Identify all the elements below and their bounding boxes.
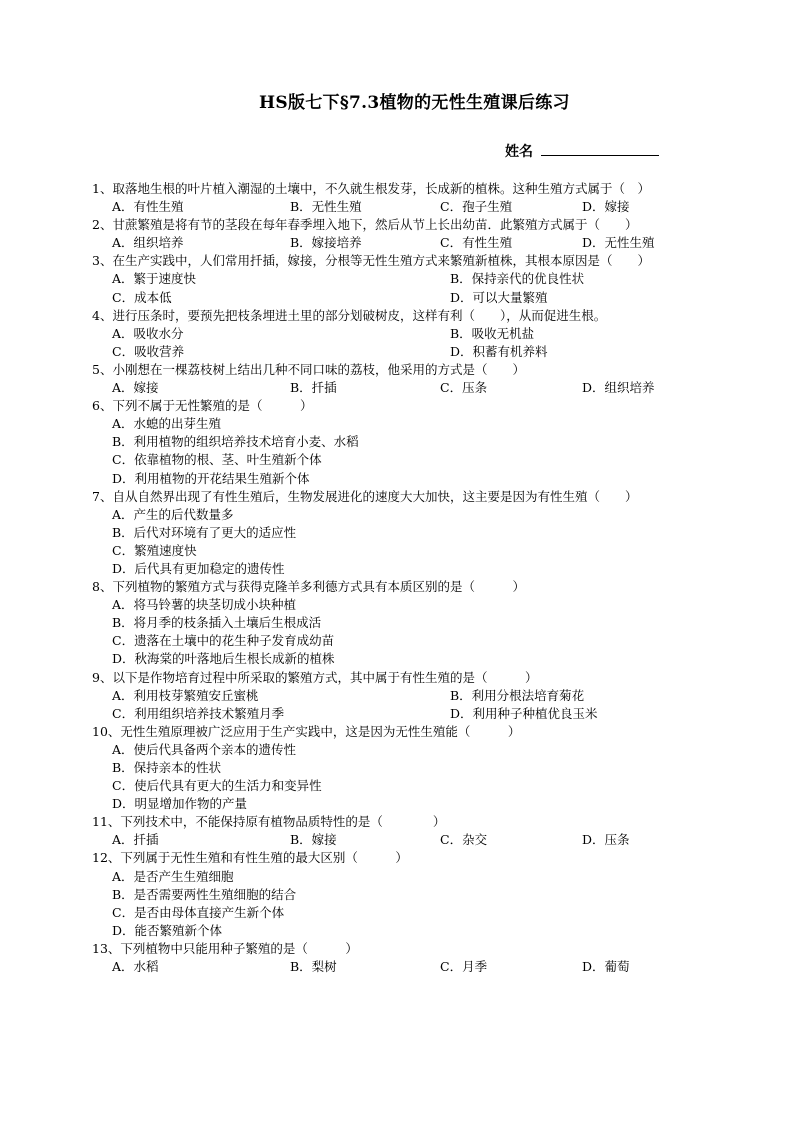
- answer-option: D．压条: [582, 832, 630, 848]
- question-stem: 7、自从自然界出现了有性生殖后，生物发展进化的速度大大加快，这主要是因为有性生殖（ ）: [92, 488, 638, 504]
- answer-option: B．无性生殖: [290, 199, 362, 215]
- answer-option: D．葡萄: [582, 959, 630, 975]
- option-row: [92, 705, 702, 723]
- answer-option: D．积蓄有机养料: [450, 343, 548, 359]
- question-stem: 1、取落地生根的叶片植入潮湿的土壤中，不久就生根发芽，长成新的植株。这种生殖方式属于（ ）: [92, 181, 650, 196]
- question-stem: 6、下列不属于无性繁殖的是（ ）: [92, 398, 313, 414]
- question-stem: 13、下列植物中只能用种子繁殖的是（ ）: [92, 940, 358, 956]
- answer-option: C．孢子生殖: [440, 199, 513, 215]
- answer-option: D．无性生殖: [582, 235, 655, 251]
- answer-option: A．使后代具备两个亲本的遗传性: [112, 741, 297, 757]
- question-stem: 9、以下是作物培育过程中所采取的繁殖方式，其中属于有性生殖的是（ ）: [92, 669, 538, 685]
- answer-option: A．吸收水分: [112, 325, 184, 341]
- answer-option: B．利用分根法培育菊花: [450, 687, 585, 703]
- answer-option: A．是否产生生殖细胞: [112, 868, 234, 884]
- answer-option: D．嫁接: [582, 199, 630, 215]
- question-item: [92, 813, 702, 849]
- name-blank-line: [541, 141, 659, 156]
- answer-option: A．组织培养: [112, 235, 184, 251]
- question-item: [92, 307, 702, 361]
- answer-option: D．秋海棠的叶落地后生根长成新的植株: [112, 651, 335, 667]
- answer-option: D．可以大量繁殖: [450, 289, 548, 305]
- option-row: [92, 198, 702, 216]
- question-stem: 4、进行压条时，要预先把枝条埋进土里的部分划破树皮，这样有利（ ），从而促进生根。: [92, 307, 607, 323]
- answer-option: B．保持亲代的优良性状: [450, 271, 585, 287]
- option-row: [92, 831, 702, 849]
- question-item: [92, 940, 702, 976]
- answer-option: A．繁于速度快: [112, 271, 197, 287]
- answer-option: A．利用枝芽繁殖安丘蜜桃: [112, 687, 259, 703]
- question-item: [92, 578, 702, 668]
- option-row: [92, 270, 702, 288]
- question-item: [92, 488, 702, 578]
- answer-option: D．能否繁殖新个体: [112, 922, 223, 938]
- question-stem: 10、无性生殖原理被广泛应用于生产实践中，这是因为无性生殖能（ ）: [92, 723, 521, 739]
- answer-option: B．利用植物的组织培养技术培育小麦、水稻: [112, 434, 359, 450]
- question-stem: 2、甘蔗繁殖是将有节的茎段在每年春季埋入地下，然后从节上长出幼苗．此繁殖方式属于（ ）: [92, 217, 638, 233]
- answer-option: A．产生的后代数量多: [112, 506, 234, 522]
- question-stem: 12、下列属于无性生殖和有性生殖的最大区别（ ）: [92, 850, 408, 866]
- option-row: [92, 325, 702, 343]
- answer-option: B．嫁接: [290, 832, 337, 848]
- answer-option: C．杂交: [440, 832, 488, 848]
- answer-option: A．将马铃薯的块茎切成小块种植: [112, 597, 297, 613]
- page-title: HS版七下§7.3植物的无性生殖课后练习: [259, 93, 570, 113]
- question-stem: 8、下列植物的繁殖方式与获得克隆羊多利德方式具有本质区别的是（ ）: [92, 579, 525, 595]
- option-row: [92, 379, 702, 397]
- question-stem: 3、在生产实践中，人们常用扦插，嫁接，分根等无性生殖方式来繁殖新植株，其根本原因是（ ）: [92, 253, 650, 269]
- answer-option: C．依靠植物的根、茎、叶生殖新个体: [112, 452, 322, 468]
- answer-option: C．有性生殖: [440, 235, 513, 251]
- answer-option: C．是否由母体直接产生新个体: [112, 904, 285, 920]
- answer-option: D．后代具有更加稳定的遗传性: [112, 560, 285, 576]
- answer-option: A．嫁接: [112, 380, 159, 396]
- answer-option: B．保持亲本的性状: [112, 760, 222, 775]
- answer-option: D．利用植物的开花结果生殖新个体: [112, 470, 310, 486]
- answer-option: C．利用组织培养技术繁殖月季: [112, 705, 285, 721]
- answer-option: B．吸收无机盐: [450, 325, 535, 341]
- answer-option: D．明显增加作物的产量: [112, 796, 248, 812]
- answer-option: C．遗落在土壤中的花生种子发育成幼苗: [112, 633, 335, 649]
- question-item: [92, 252, 702, 306]
- answer-option: D．利用种子种植优良玉米: [450, 705, 598, 721]
- answer-option: A．水螅的出芽生殖: [112, 416, 222, 432]
- option-row: [92, 343, 702, 361]
- name-field: [505, 141, 659, 161]
- question-item: [92, 669, 702, 723]
- option-row: [92, 289, 702, 307]
- answer-option: B．嫁接培养: [290, 235, 362, 251]
- question-stem: 5、小刚想在一棵荔枝树上结出几种不同口味的荔枝，他采用的方式是（ ）: [92, 361, 525, 377]
- answer-option: A．水稻: [112, 959, 159, 975]
- answer-option: C．使后代具有更大的生活力和变异性: [112, 778, 322, 794]
- question-item: [92, 180, 702, 216]
- question-stem: 11、下列技术中，不能保持原有植物品质特性的是（ ）: [92, 814, 446, 830]
- answer-option: B．后代对环境有了更大的适应性: [112, 524, 297, 540]
- option-row: [92, 687, 702, 705]
- answer-option: A．扦插: [112, 832, 159, 848]
- answer-option: B．扦插: [290, 380, 337, 396]
- question-item: [92, 723, 702, 813]
- answer-option: C．成本低: [112, 289, 172, 305]
- name-label: 姓名: [505, 144, 533, 160]
- answer-option: C．月季: [440, 959, 488, 975]
- question-item: [92, 361, 702, 397]
- answer-option: C．吸收营养: [112, 343, 185, 359]
- answer-option: B．是否需要两性生殖细胞的结合: [112, 886, 297, 902]
- answer-option: A．有性生殖: [112, 199, 184, 215]
- question-item: [92, 849, 702, 939]
- answer-option: D．组织培养: [582, 380, 655, 396]
- answer-option: B．梨树: [290, 959, 337, 975]
- option-row: [92, 234, 702, 252]
- question-list: [92, 180, 702, 976]
- question-item: [92, 216, 702, 252]
- question-item: [92, 397, 702, 487]
- answer-option: C．压条: [440, 380, 488, 396]
- answer-option: B．将月季的枝条插入土壤后生根成活: [112, 615, 322, 631]
- option-row: [92, 958, 702, 976]
- answer-option: C．繁殖速度快: [112, 542, 197, 558]
